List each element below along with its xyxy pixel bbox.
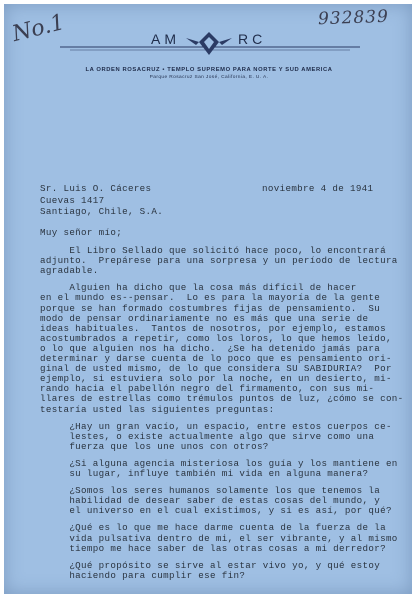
body-line: adjunto. Prepárese para una sorpresa y un período de lectura xyxy=(40,255,398,267)
body-line: acostumbrados a repetir, como los loros, lo que hemos leído, xyxy=(40,332,392,344)
recipient-line: Santiago, Chile, S.A. xyxy=(40,206,164,217)
body-line: haciendo para cumplir ese fin? xyxy=(40,569,246,581)
body-line: el universo en el cual existimos, y si es así, por qué? xyxy=(40,505,392,517)
body-line: tiempo me hace saber de las otras cosas a mi derredor? xyxy=(40,542,386,554)
body-line: El Libro Sellado que solicitó hace poco, lo encontrará xyxy=(40,245,386,256)
body-line: ¿Hay un gran vacío, un espacio, entre estos cuerpos ce- xyxy=(40,420,392,432)
body-line: fuerza que los une unos con otros? xyxy=(40,440,269,452)
body-line: vida pulsativa dentro de mi, el ser vibrante, y al mismo xyxy=(40,532,398,544)
handwritten-number: No.1 xyxy=(9,9,68,48)
letter-date: noviembre 4 de 1941 xyxy=(262,183,374,194)
body-line: determinar y darse cuenta de lo poco que es pensamiento ori- xyxy=(40,353,392,364)
letterhead-logo xyxy=(0,29,418,49)
recipient-line: Sr. Luis O. Cáceres xyxy=(40,183,152,194)
winged-cross-emblem-icon xyxy=(0,29,418,69)
body-line: testaría usted las siguientes preguntas: xyxy=(40,403,275,415)
body-line: rando hacia el pabellón negro del firmamento, con sus mi- xyxy=(40,383,375,395)
body-line: ¿Qué propósito se sirve al estar vivo yo, y qué estoy xyxy=(40,559,381,571)
body-line: habilidad de desear saber de estas cosas del mundo, y xyxy=(40,495,381,507)
body-line: ejemplo, si estuviera solo por la noche, en un desierto, mi- xyxy=(40,373,392,385)
body-line: Alguien ha dicho que la cosa más difícil de hacer xyxy=(40,282,357,294)
body-line: ideas habituales. Tantos de nosotros, por ejemplo, estamos xyxy=(40,322,386,334)
body-line: ginal de usted mismo, de lo que considera SU SABIDURIA? Por xyxy=(40,363,392,375)
logo-right-text: RC xyxy=(238,31,267,47)
body-line: agradable. xyxy=(40,265,99,277)
recipient-line: Cuevas 1417 xyxy=(40,194,105,206)
logo-left-text: AM xyxy=(151,31,180,47)
body-line: ¿Si alguna agencia misteriosa los guía y los mantiene en xyxy=(40,457,398,469)
body-line: su lugar, influye también mi vida en alguna manera? xyxy=(40,468,369,479)
body-line: en el mundo es--pensar. Lo es para la mayoría de la gente xyxy=(40,292,381,304)
body-line: ¿Somos los seres humanos solamente los que tenemos la xyxy=(40,485,381,497)
salutation: Muy señor mío; xyxy=(40,227,123,238)
body-line: porque se han formado costumbres fijas de pensamiento. Su xyxy=(40,302,381,314)
body-line: modo de pensar ordinariamente no es más que una serie de xyxy=(40,312,369,324)
organization-address: Parque Rosacruz San José, California, E. U. A. xyxy=(149,75,269,80)
body-line: lestes, o existe actualmente algo que sirve como una xyxy=(40,430,375,442)
body-line: llares de estrellas como trémulos puntos de luz, ¿cómo se con- xyxy=(40,393,404,405)
organization-name: LA ORDEN ROSACRUZ • TEMPLO SUPREMO PARA NORTE Y SUD AMERICA xyxy=(85,67,333,73)
body-line: o lo que alguien nos ha dicho. ¿Se ha detenido jamás para xyxy=(40,342,381,354)
handwritten-serial: 932839 xyxy=(317,6,390,30)
body-line: ¿Qué es lo que me hace darme cuenta de la fuerza de la xyxy=(40,522,386,534)
